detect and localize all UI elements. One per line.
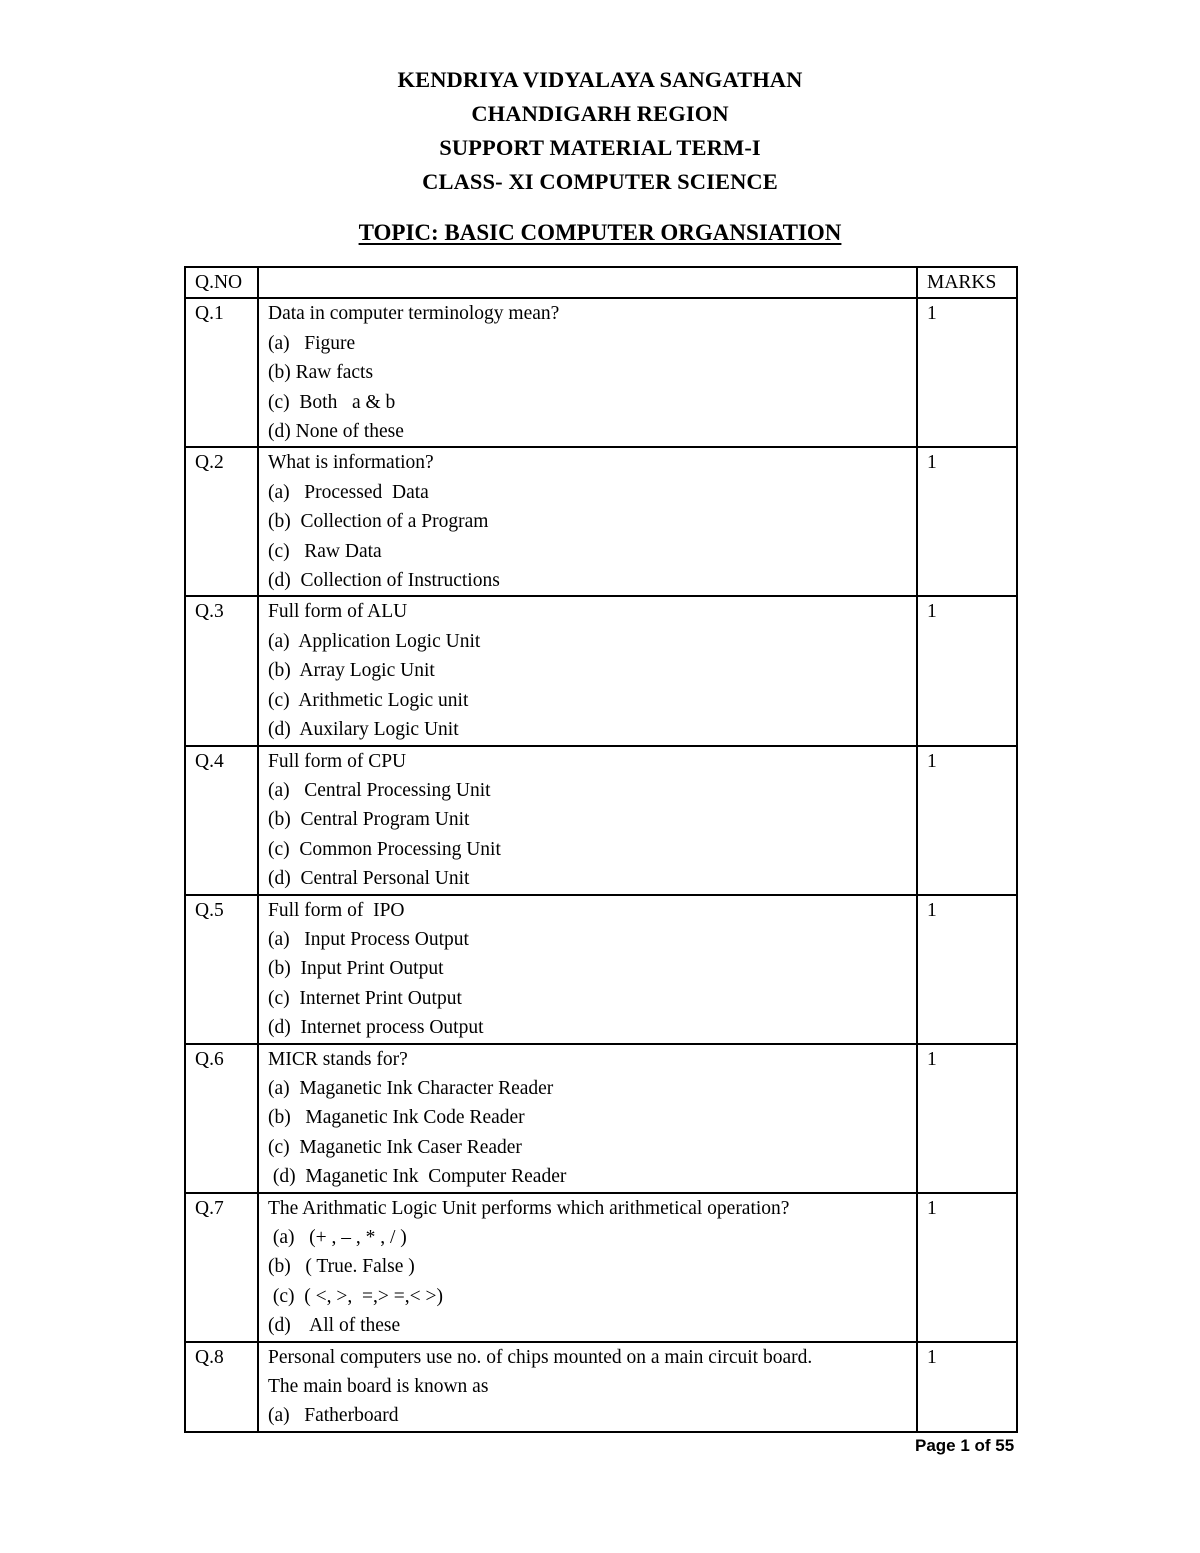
option-text: (d) Central Personal Unit xyxy=(268,868,470,890)
option-text: (b) ( True. False ) xyxy=(268,1256,415,1278)
table-row xyxy=(185,1193,1017,1342)
question-content xyxy=(258,746,917,895)
question-content xyxy=(258,1044,917,1193)
header-line-material: SUPPORT MATERIAL TERM-I xyxy=(439,135,761,160)
question-marks: 1 xyxy=(917,1044,1017,1193)
option-text: (a) (+ , – , * , / ) xyxy=(268,1227,407,1248)
option-text: The main board is known as xyxy=(268,1376,489,1398)
question-marks: 1 xyxy=(917,746,1017,895)
option-text: (c) ( <, >, =,> =,< >) xyxy=(268,1285,443,1307)
option-text: (a) Processed Data xyxy=(268,481,429,503)
question-marks: 1 xyxy=(917,447,1017,596)
question-number: Q.3 xyxy=(185,596,258,745)
option-text: (b) Collection of a Program xyxy=(268,511,489,533)
option-text: (a) Maganetic Ink Character Reader xyxy=(268,1077,554,1099)
question-number: Q.8 xyxy=(185,1342,258,1432)
question-content xyxy=(258,1193,917,1342)
question-marks: 1 xyxy=(917,1193,1017,1342)
option-text: (c) Both a & b xyxy=(268,391,396,413)
question-marks: 1 xyxy=(917,298,1017,447)
question-text: The Arithmatic Logic Unit performs which arithmetical operation? xyxy=(268,1197,790,1219)
topic-title: TOPIC: BASIC COMPUTER ORGANSIATION xyxy=(358,220,842,245)
column-header-marks: MARKS xyxy=(917,267,1017,298)
question-content xyxy=(258,447,917,596)
table-row xyxy=(185,895,1017,1044)
option-text: (b) Raw facts xyxy=(268,362,374,384)
header-line-class: CLASS- XI COMPUTER SCIENCE xyxy=(422,169,778,194)
option-text: (d) All of these xyxy=(268,1315,401,1337)
option-text: (d) Collection of Instructions xyxy=(268,570,500,592)
option-text: (a) Figure xyxy=(268,332,356,354)
question-marks: 1 xyxy=(917,895,1017,1044)
option-text: (c) Maganetic Ink Caser Reader xyxy=(268,1136,522,1158)
option-text: (b) Input Print Output xyxy=(268,958,444,980)
page-number: Page 1 of 55 xyxy=(915,1436,1015,1455)
table-row xyxy=(185,1044,1017,1193)
question-text: Full form of IPO xyxy=(268,899,405,921)
table-row xyxy=(185,746,1017,895)
questions-table xyxy=(184,266,1018,1433)
header-line-org: KENDRIYA VIDYALAYA SANGATHAN xyxy=(397,67,803,92)
option-text: (d) Internet process Output xyxy=(268,1017,484,1039)
table-row xyxy=(185,1342,1017,1432)
option-text: (a) Application Logic Unit xyxy=(268,630,481,652)
table-row xyxy=(185,447,1017,596)
option-text: (a) Fatherboard xyxy=(268,1405,399,1427)
document-header xyxy=(0,63,1200,199)
question-content xyxy=(258,895,917,1044)
question-number: Q.7 xyxy=(185,1193,258,1342)
question-text: Data in computer terminology mean? xyxy=(268,303,560,325)
question-text: Full form of ALU xyxy=(268,601,408,623)
column-header-question xyxy=(258,267,917,298)
question-text: MICR stands for? xyxy=(268,1048,408,1070)
question-text: What is information? xyxy=(268,452,434,474)
table-header-row xyxy=(185,267,1017,298)
option-text: (b) Maganetic Ink Code Reader xyxy=(268,1107,525,1129)
option-text: (b) Central Program Unit xyxy=(268,809,470,831)
option-text: (c) Arithmetic Logic unit xyxy=(268,689,469,711)
column-header-qno: Q.NO xyxy=(185,267,258,298)
question-marks: 1 xyxy=(917,1342,1017,1432)
question-text: Personal computers use no. of chips mounted on a main circuit board. xyxy=(268,1346,813,1368)
option-text: (d) Auxilary Logic Unit xyxy=(268,719,459,741)
table-row xyxy=(185,596,1017,745)
question-number: Q.2 xyxy=(185,447,258,596)
question-content xyxy=(258,1342,917,1432)
question-content xyxy=(258,298,917,447)
header-line-region: CHANDIGARH REGION xyxy=(471,101,729,126)
question-number: Q.5 xyxy=(185,895,258,1044)
option-text: (d) None of these xyxy=(268,421,404,443)
option-text: (c) Common Processing Unit xyxy=(268,838,501,860)
option-text: (a) Input Process Output xyxy=(268,928,469,950)
question-content xyxy=(258,596,917,745)
question-number: Q.6 xyxy=(185,1044,258,1193)
question-number: Q.1 xyxy=(185,298,258,447)
option-text: (c) Raw Data xyxy=(268,540,382,562)
option-text: (d) Maganetic Ink Computer Reader xyxy=(268,1166,567,1188)
question-marks: 1 xyxy=(917,596,1017,745)
question-text: Full form of CPU xyxy=(268,750,407,772)
table-row xyxy=(185,298,1017,447)
option-text: (b) Array Logic Unit xyxy=(268,660,435,682)
question-number: Q.4 xyxy=(185,746,258,895)
option-text: (c) Internet Print Output xyxy=(268,987,462,1009)
option-text: (a) Central Processing Unit xyxy=(268,779,491,801)
